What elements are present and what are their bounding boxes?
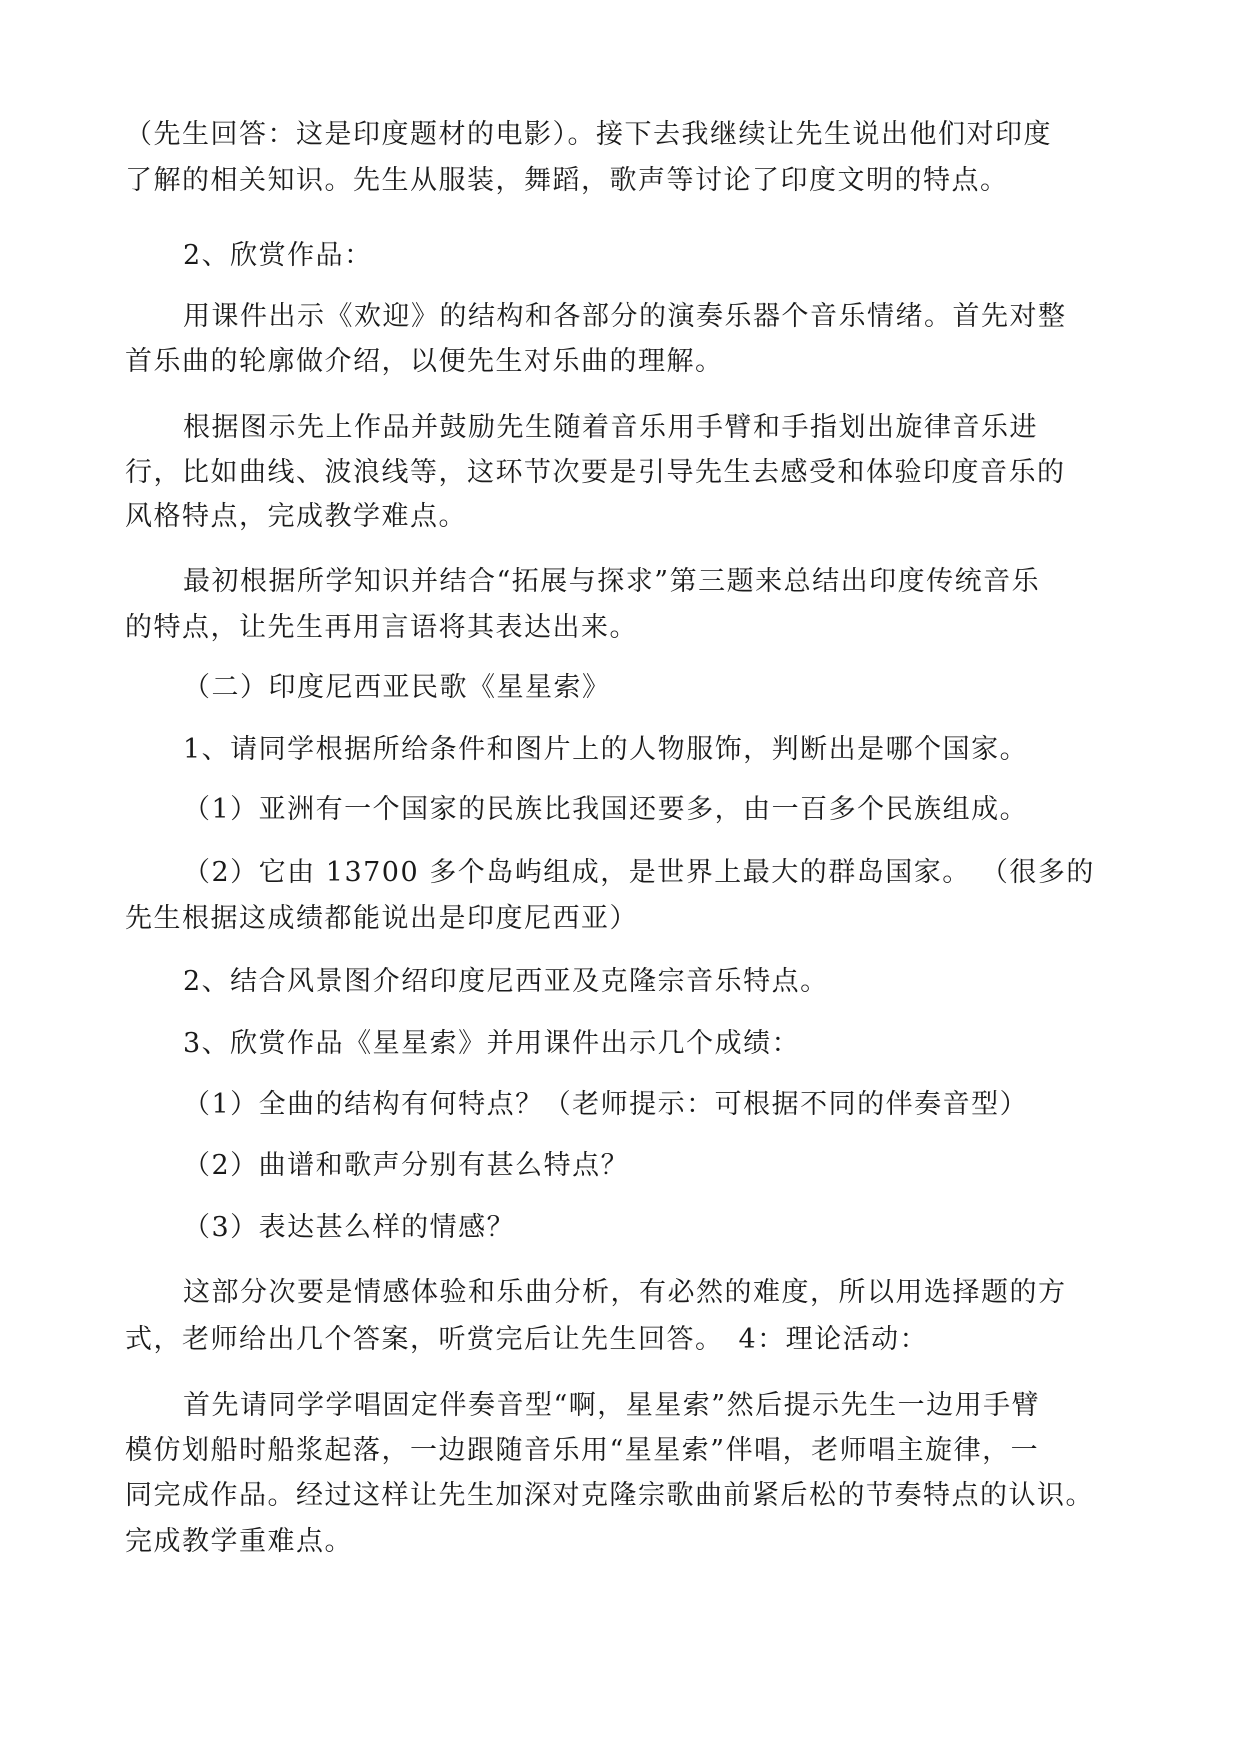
text-line: 的特点，让先生再用言语将其表达出来。 (125, 612, 638, 643)
text-line: （先生回答：这是印度题材的电影）。接下去我继续让先生说出他们对印度 (125, 119, 1052, 150)
text-line: （1）亚洲有一个国家的民族比我国还要多，由一百多个民族组成。 (183, 794, 1029, 825)
text-line: 完成教学重难点。 (125, 1526, 353, 1557)
text-line: （1）全曲的结构有何特点？（老师提示：可根据不同的伴奏音型） (183, 1089, 1029, 1120)
text-line: 1、请同学根据所给条件和图片上的人物服饰，判断出是哪个国家。 (183, 734, 1029, 765)
section-heading: （二）印度尼西亚民歌《星星索》 (183, 672, 611, 703)
text-line: 模仿划船时船浆起落，一边跟随音乐用“星星索”伴唱，老师唱主旋律，一 (125, 1435, 1040, 1466)
text-line: 式，老师给出几个答案，听赏完后让先生回答。 4：理论活动： (125, 1324, 929, 1355)
text-line: 首先请同学学唱固定伴奏音型“啊，星星索”然后提示先生一边用手臂 (183, 1390, 1041, 1421)
text-line: （2）它由 13700 多个岛屿组成，是世界上最大的群岛国家。 （很多的 (183, 857, 1095, 888)
text-line: 同完成作品。经过这样让先生加深对克隆宗歌曲前紧后松的节奏特点的认识。 (125, 1480, 1094, 1511)
text-line: 先生根据这成绩都能说出是印度尼西亚） (125, 903, 638, 934)
section-heading: 2、欣赏作品： (183, 240, 373, 271)
text-line: 用课件出示《欢迎》的结构和各部分的演奏乐器个音乐情绪。首先对整 (183, 301, 1067, 332)
text-line: （3）表达甚么样的情感？ (183, 1212, 516, 1243)
text-line: 最初根据所学知识并结合“拓展与探求”第三题来总结出印度传统音乐 (183, 566, 1041, 597)
text-line: 了解的相关知识。先生从服装，舞蹈，歌声等讨论了印度文明的特点。 (125, 165, 1009, 196)
text-line: 2、结合风景图介绍印度尼西亚及克隆宗音乐特点。 (183, 966, 829, 997)
text-line: 首乐曲的轮廓做介绍，以便先生对乐曲的理解。 (125, 346, 724, 377)
text-line: 根据图示先上作品并鼓励先生随着音乐用手臂和手指划出旋律音乐进 (183, 412, 1038, 443)
text-line: 3、欣赏作品《星星索》并用课件出示几个成绩： (183, 1028, 801, 1059)
text-line: 这部分次要是情感体验和乐曲分析，有必然的难度，所以用选择题的方 (183, 1277, 1067, 1308)
text-line: （2）曲谱和歌声分别有甚么特点？ (183, 1150, 630, 1181)
text-line: 行，比如曲线、波浪线等，这环节次要是引导先生去感受和体验印度音乐的 (125, 457, 1066, 488)
text-line: 风格特点，完成教学难点。 (125, 501, 467, 532)
